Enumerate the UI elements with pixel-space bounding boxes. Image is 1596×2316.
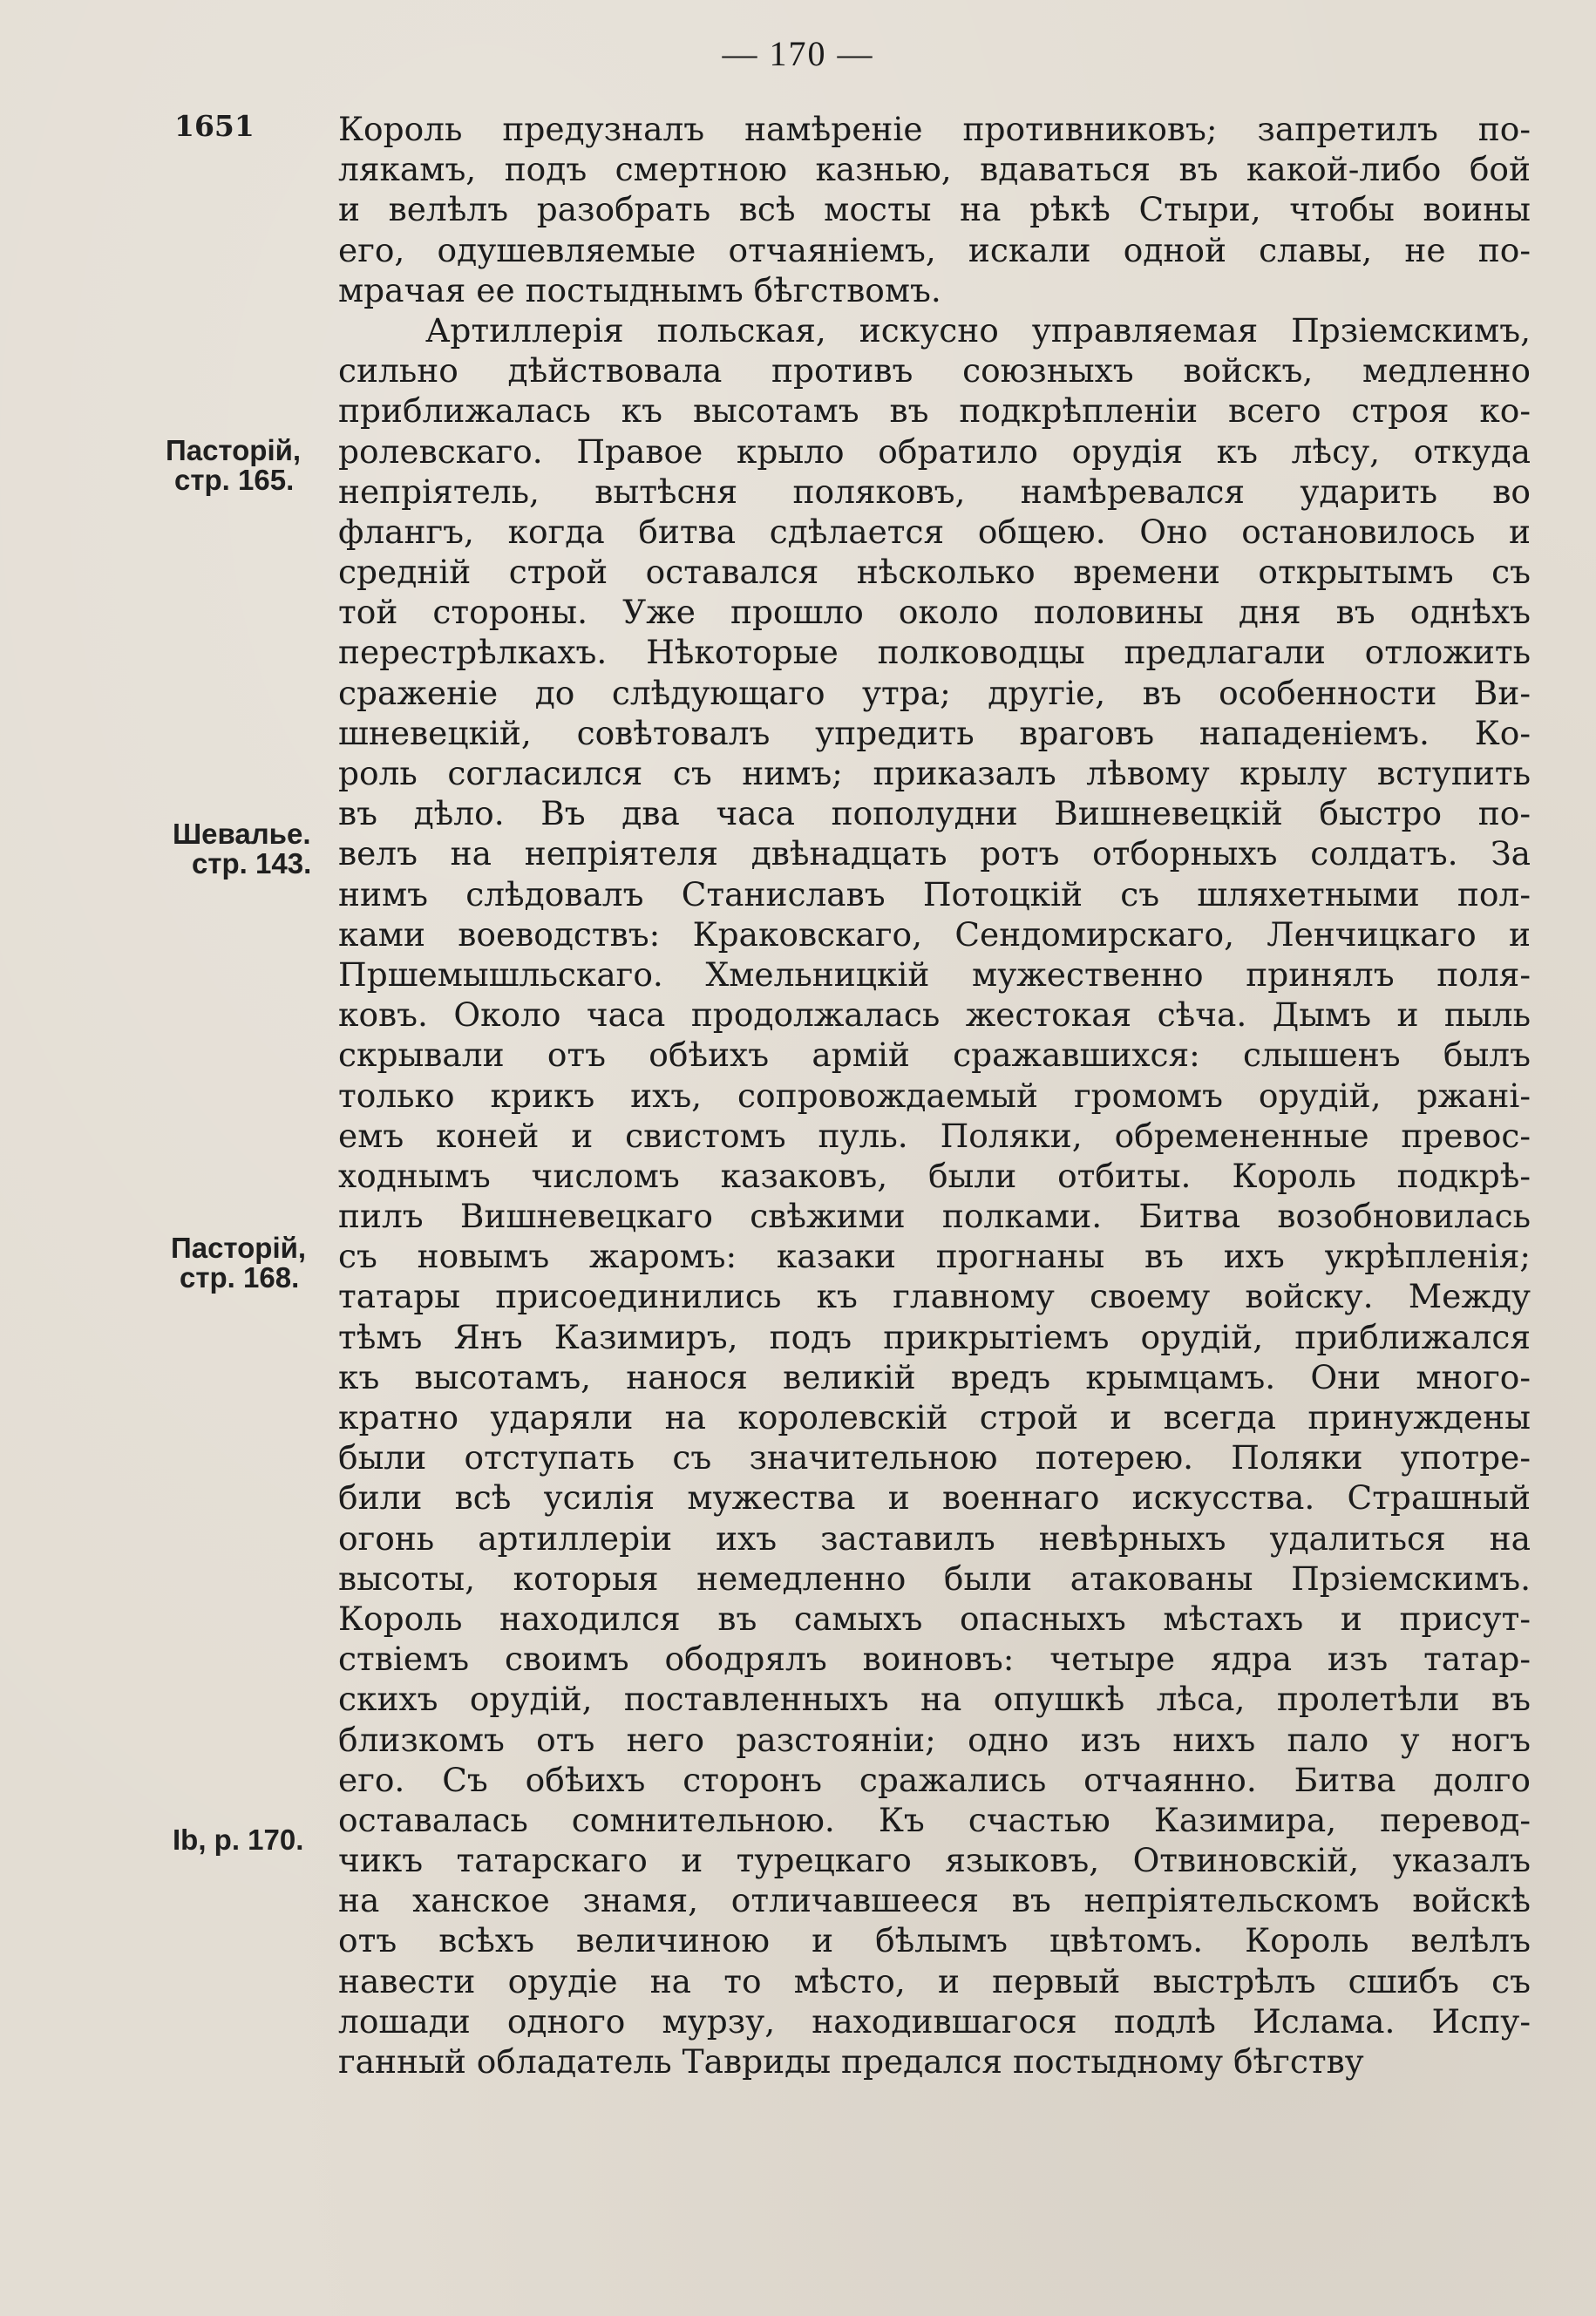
text-line: татары присоединились къ главному своему войску. Между bbox=[338, 1277, 1531, 1316]
text-line: ковъ. Около часа продолжалась жестокая сѣча. Дымъ и пыль bbox=[338, 995, 1531, 1035]
text-line: роль согласился съ нимъ; приказалъ лѣвому крылу вступить bbox=[338, 754, 1531, 792]
text-line: сильно дѣйствовала противъ союзныхъ войскъ, медленно bbox=[338, 351, 1531, 391]
text-line: Король предузналъ намѣреніе противниковъ; запретилъ по- bbox=[338, 110, 1531, 148]
text-line: на ханское знамя, отличавшееся въ непріятельскомъ войскѣ bbox=[338, 1881, 1531, 1920]
text-line: мрачая ее постыднымъ бѣгствомъ. bbox=[338, 270, 941, 309]
margin-note-line: Пасторій, bbox=[166, 434, 302, 466]
text-line: отъ всѣхъ величиною и бѣлымъ цвѣтомъ. Король велѣлъ bbox=[338, 1921, 1531, 1960]
text-line: оставалась сомнительною. Къ счастью Казимира, перевод- bbox=[338, 1800, 1531, 1839]
text-line: ками воеводствъ: Краковскаго, Сендомирскаго, Ленчицкаго и bbox=[338, 914, 1531, 954]
year-note: 1651 bbox=[174, 109, 255, 143]
text-line: были отступать съ значительною потерею. Поляки употре- bbox=[338, 1438, 1531, 1477]
text-line: флангъ, когда битва сдѣлается общею. Оно остановилось и bbox=[338, 512, 1531, 551]
margin-note-pastoriy-168 bbox=[171, 1233, 306, 1293]
text-line: Артиллерія польская, искусно управляемая Прзіемскимъ, bbox=[425, 310, 1531, 350]
text-line: средній строй оставался нѣсколько времени открытымъ съ bbox=[338, 553, 1531, 592]
margin-note-line: Шевалье. bbox=[173, 818, 311, 850]
text-line: съ новымъ жаромъ: казаки прогнаны въ ихъ укрѣпленія; bbox=[338, 1237, 1531, 1276]
text-line: скихъ орудій, поставленныхъ на опушкѣ лѣса, пролетѣли въ bbox=[338, 1680, 1531, 1719]
margin-note-line: Ib, p. 170. bbox=[173, 1824, 304, 1856]
margin-note-chevalier-143 bbox=[173, 819, 311, 879]
margin-note-line: стр. 168. bbox=[180, 1261, 300, 1294]
text-line: скрывали отъ обѣихъ армій сражавшихся: слышенъ былъ bbox=[338, 1036, 1531, 1075]
text-line: кратно ударяли на королевскій строй и всегда принуждены bbox=[338, 1398, 1531, 1436]
text-line: близкомъ отъ него разстояніи; одно изъ нихъ пало у ногъ bbox=[338, 1720, 1531, 1759]
text-line: ролевскаго. Правое крыло обратило орудія къ лѣсу, откуда bbox=[338, 431, 1531, 471]
text-line: только крикъ ихъ, сопровождаемый громомъ орудій, ржані- bbox=[338, 1076, 1531, 1115]
text-line: лякамъ, подъ смертною казнью, вдаваться въ какой-либо бой bbox=[338, 150, 1531, 189]
text-line: емъ коней и свистомъ пуль. Поляки, обремененные превос- bbox=[338, 1116, 1531, 1155]
text-line: приближалась къ высотамъ въ подкрѣпленіи всего строя ко- bbox=[338, 391, 1531, 431]
text-line: нимъ слѣдовалъ Станиславъ Потоцкій съ шляхетными пол- bbox=[338, 874, 1531, 913]
text-line: ганный обладатель Тавриды предался постыдному бѣгству bbox=[338, 2042, 1364, 2081]
text-line: ствіемъ своимъ ободрялъ воиновъ: четыре ядра изъ татар- bbox=[338, 1640, 1531, 1679]
page-number: — 170 — bbox=[722, 34, 874, 73]
text-line: навести орудіе на то мѣсто, и первый выстрѣлъ сшибъ съ bbox=[338, 1961, 1531, 2000]
text-line: перестрѣлкахъ. Нѣкоторые полководцы предлагали отложить bbox=[338, 633, 1531, 672]
text-line: шневецкій, совѣтовалъ упредить враговъ нападеніемъ. Ко- bbox=[338, 713, 1531, 752]
body-text bbox=[338, 109, 1531, 2082]
margin-note-ib-170 bbox=[173, 1825, 303, 1855]
text-line: въ дѣло. Въ два часа пополудни Вишневецкій быстро по- bbox=[338, 794, 1531, 833]
margin-note-line: Пасторій, bbox=[171, 1232, 307, 1264]
text-line: велъ на непріятеля двѣнадцать ротъ отборныхъ солдатъ. За bbox=[338, 834, 1531, 873]
text-line: его, одушевляемые отчаяніемъ, искали одной славы, не по- bbox=[338, 230, 1531, 269]
text-line: высоты, которыя немедленно были атакованы Прзіемскимъ. bbox=[338, 1559, 1531, 1598]
text-line: лошади одного мурзу, находившагося подлѣ Ислама. Испу- bbox=[338, 2001, 1531, 2041]
text-line: тѣмъ Янъ Казимиръ, подъ прикрытіемъ орудій, приближался bbox=[338, 1317, 1531, 1356]
text-line: ходнымъ числомъ казаковъ, были отбиты. Король подкрѣ- bbox=[338, 1156, 1531, 1195]
text-line: къ высотамъ, нанося великій вредъ крымцамъ. Они много- bbox=[338, 1357, 1531, 1396]
margin-note-line: стр. 165. bbox=[174, 464, 295, 496]
text-line: Король находился въ самыхъ опасныхъ мѣстахъ и присут- bbox=[338, 1599, 1531, 1638]
text-line: сраженіе до слѣдующаго утра; другіе, въ особенности Ви- bbox=[338, 673, 1531, 712]
text-line: и велѣлъ разобрать всѣ мосты на рѣкѣ Стыри, чтобы воины bbox=[338, 190, 1531, 229]
margin-note-line: стр. 143. bbox=[192, 847, 312, 880]
text-line: непріятель, вытѣсня поляковъ, намѣревался ударить во bbox=[338, 472, 1531, 511]
text-line: Пршемышльскаго. Хмельницкій мужественно принялъ поля- bbox=[338, 954, 1531, 994]
text-line: чикъ татарскаго и турецкаго языковъ, Отвиновскій, указалъ bbox=[338, 1841, 1531, 1880]
margin-column bbox=[0, 0, 340, 2316]
text-line: пилъ Вишневецкаго свѣжими полками. Битва возобновилась bbox=[338, 1197, 1531, 1236]
text-line: его. Съ обѣихъ сторонъ сражались отчаянно. Битва долго bbox=[338, 1760, 1531, 1799]
text-line: били всѣ усилія мужества и военнаго искусства. Страшный bbox=[338, 1478, 1531, 1518]
margin-note-pastoriy-165 bbox=[166, 436, 301, 495]
text-line: той стороны. Уже прошло около половины дня въ однѣхъ bbox=[338, 593, 1531, 632]
text-line: огонь артиллеріи ихъ заставилъ невѣрныхъ удалиться на bbox=[338, 1518, 1531, 1558]
